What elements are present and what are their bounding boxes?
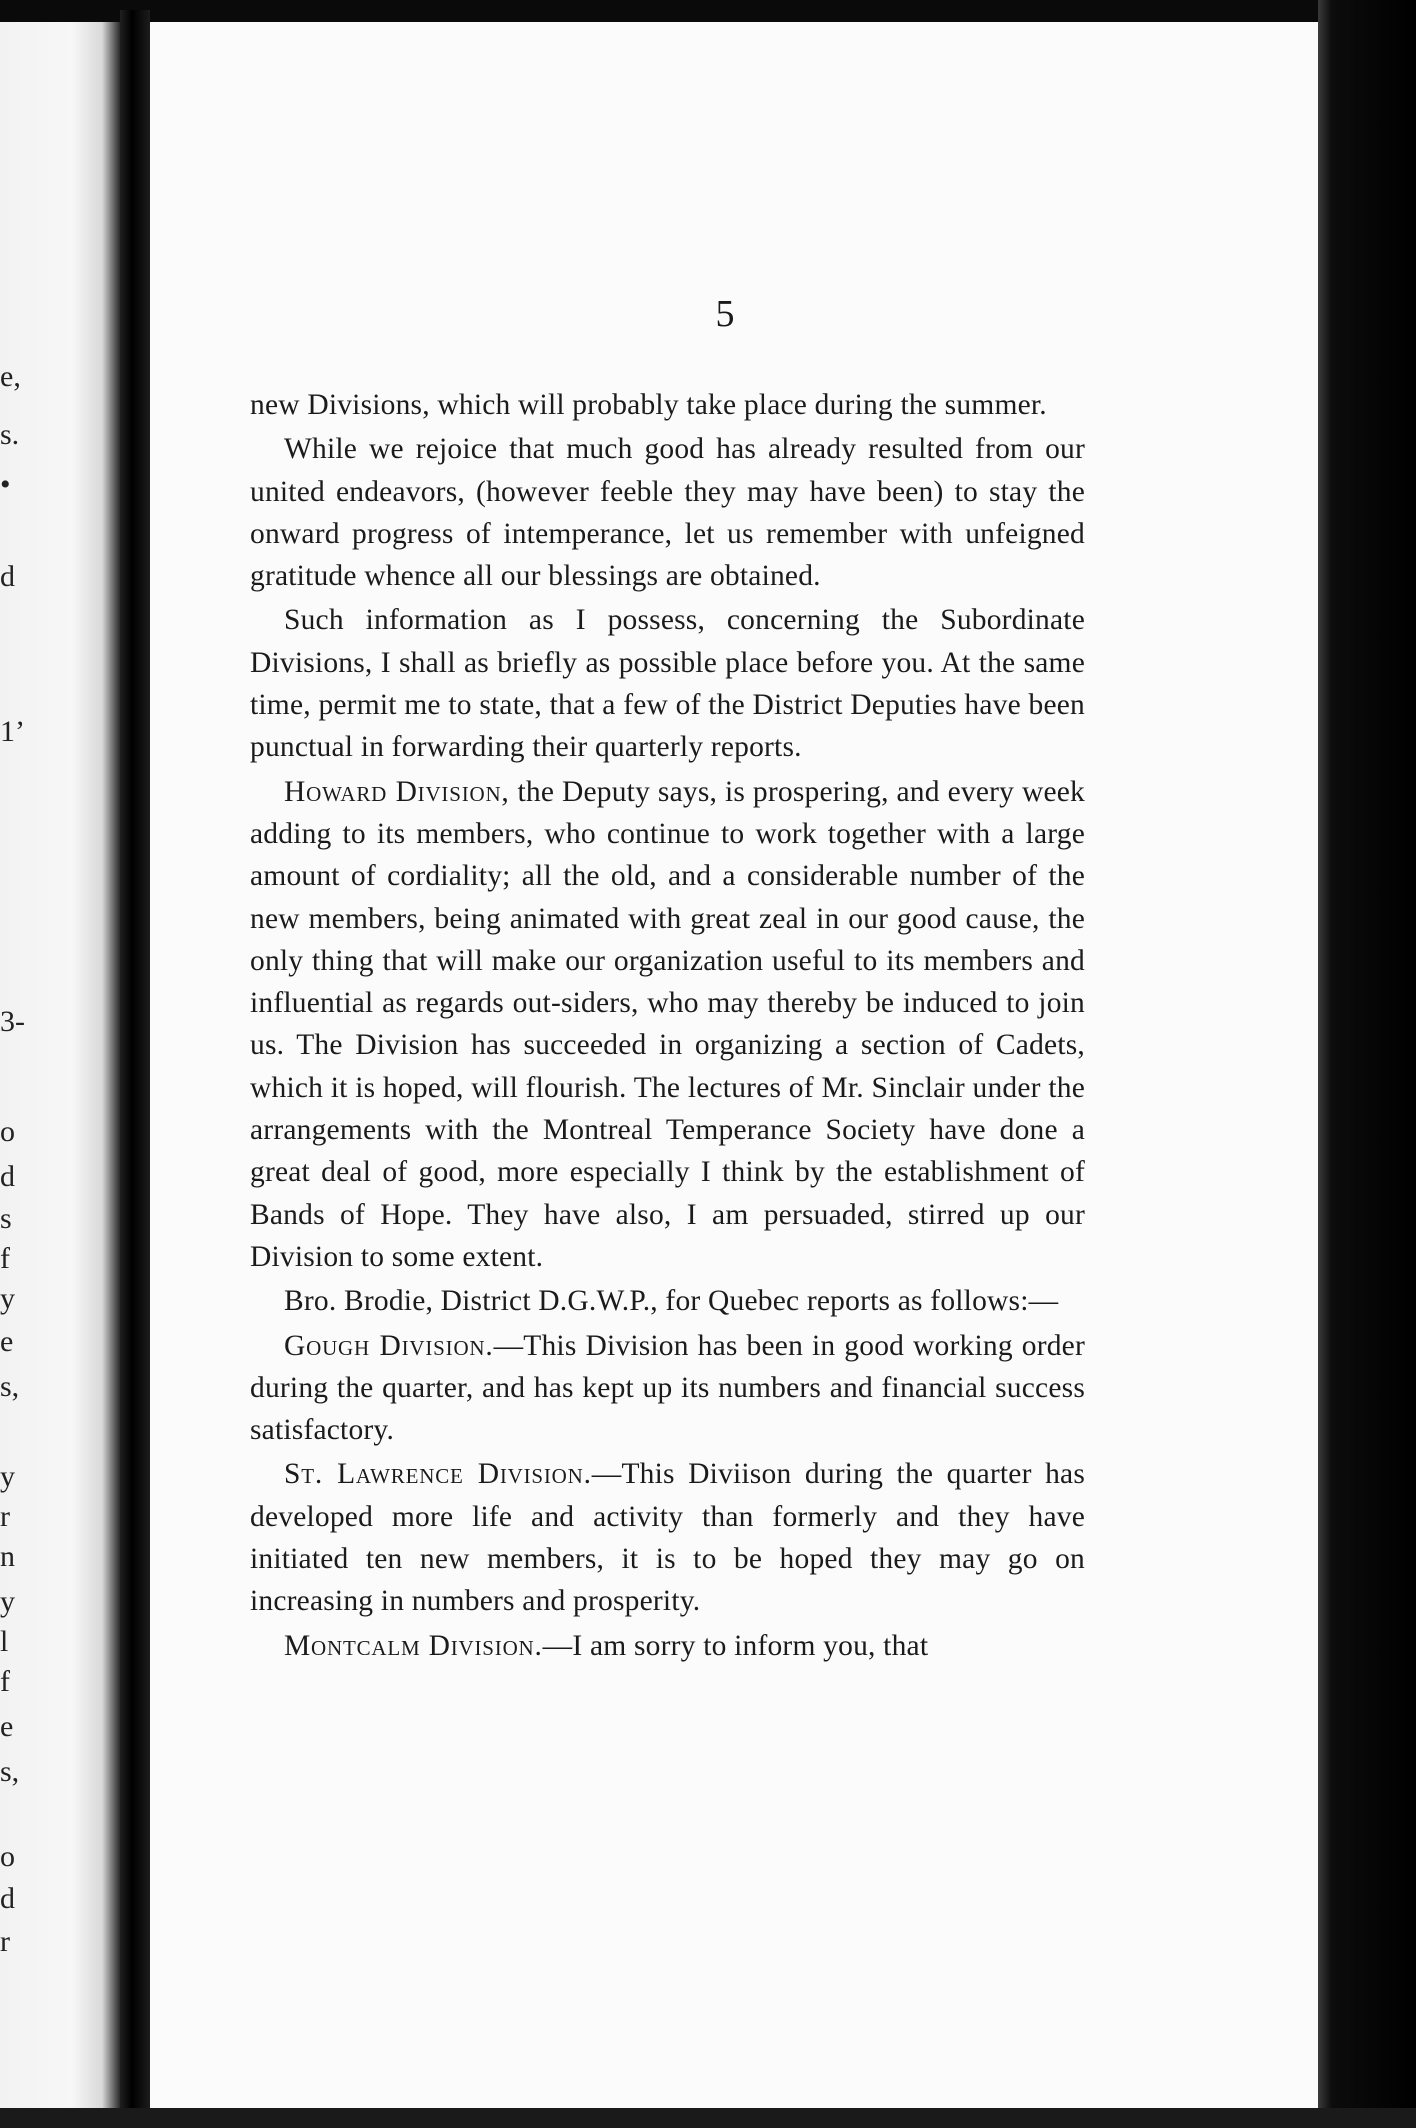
facing-page-fragment: e bbox=[0, 1325, 14, 1358]
facing-page-fragment: f bbox=[0, 1242, 10, 1275]
facing-page-fragment: 3- bbox=[0, 1005, 25, 1038]
facing-page-edge bbox=[0, 22, 120, 2108]
book-page bbox=[150, 22, 1318, 2108]
facing-page-fragment: d bbox=[0, 560, 15, 593]
division-heading: Gough Division. bbox=[284, 1329, 494, 1362]
paragraph bbox=[250, 428, 1085, 597]
paragraph bbox=[250, 1280, 1085, 1322]
paragraph-text: —This Diviison during the quarter has developed more life and activity than formerly and they have initiated ten new members, it is to be hoped they may go on increasing in numbers and prosperity. bbox=[250, 1458, 1085, 1618]
division-heading: Howard Division, bbox=[284, 775, 510, 808]
division-heading: Montcalm Division. bbox=[284, 1629, 543, 1662]
facing-page-fragment: s bbox=[0, 1202, 12, 1235]
paragraph-text: Bro. Brodie, District D.G.W.P., for Quebec reports as follows:— bbox=[284, 1285, 1059, 1318]
facing-page-fragment: y bbox=[0, 1460, 15, 1493]
paragraph-text: Such information as I possess, concerning the Subordinate Divisions, I shall as briefly as possible place before you. At the same time, permit me to state, that a few of the District Deputies have been punctual in forwarding their quarterly reports. bbox=[250, 604, 1085, 764]
paragraph-text: —I am sorry to inform you, that bbox=[542, 1629, 929, 1662]
paragraph-howard-division bbox=[250, 771, 1085, 1279]
facing-page-fragment: s, bbox=[0, 1755, 20, 1788]
facing-page-fragment: r bbox=[0, 1500, 10, 1533]
facing-page-fragment: f bbox=[0, 1665, 10, 1698]
facing-page-fragment: o bbox=[0, 1840, 15, 1873]
facing-page-fragment: d bbox=[0, 1882, 15, 1915]
facing-page-fragment: • bbox=[0, 468, 11, 501]
facing-page-fragment: e, bbox=[0, 360, 21, 393]
facing-page-fragment: r bbox=[0, 1925, 10, 1958]
paragraph-text: new Divisions, which will probably take place during the summer. bbox=[250, 389, 1047, 421]
facing-page-fragment: n bbox=[0, 1540, 15, 1573]
scan-frame-right bbox=[1318, 0, 1416, 2128]
paragraph-st-lawrence-division bbox=[250, 1453, 1085, 1622]
paragraph-text: While we rejoice that much good has already resulted from our united endeavors, (however feeble they may have been) to stay the onward progress of intemperance, let us remember with unfeigned gratitude whence all our blessings are obtained. bbox=[250, 433, 1085, 593]
page-number: 5 bbox=[715, 293, 735, 335]
facing-page-fragment: y bbox=[0, 1585, 15, 1618]
paragraph-gough-division bbox=[250, 1325, 1085, 1452]
facing-page-fragment: e bbox=[0, 1710, 14, 1743]
book-spine-shadow bbox=[120, 10, 150, 2110]
paragraph-text: the Deputy says, is prospering, and every week adding to its members, who continue to work together with a large amount of cordiality; all the old, and a considerable number of the new members, being animated with great zeal in our good cause, the only thing that will make our organization useful to its members and influential as regards out-siders, who may thereby be induced to join us. The Division has succeeded in organizing a section of Cadets, which it is hoped, will flourish. The lectures of Mr. Sinclair under the arrangements with the Montreal Temperance Society have done a great deal of good, more especially I think by the establishment of Bands of Hope. They have also, I am persuaded, stirred up our Division to some extent. bbox=[250, 775, 1085, 1273]
page-body bbox=[250, 384, 1085, 1667]
paragraph-continuation bbox=[250, 384, 1085, 426]
scan-frame-top bbox=[0, 0, 1416, 22]
facing-page-fragment: s. bbox=[0, 418, 20, 451]
facing-page-fragment: d bbox=[0, 1160, 15, 1193]
scan-frame-bottom bbox=[0, 2108, 1416, 2128]
facing-page-fragment: s, bbox=[0, 1370, 20, 1403]
division-heading: St. Lawrence Division. bbox=[284, 1458, 592, 1491]
facing-page-fragment: o bbox=[0, 1115, 15, 1148]
facing-page-fragment: y bbox=[0, 1282, 15, 1315]
facing-page-fragment: l bbox=[0, 1625, 9, 1658]
facing-page-fragment: 1’ bbox=[0, 715, 25, 748]
paragraph bbox=[250, 599, 1085, 768]
paragraph-montcalm-division bbox=[250, 1625, 1085, 1667]
paragraph-text: —This Division has been in good working order during the quarter, and has kept up its numbers and financial success satisfactory. bbox=[250, 1329, 1085, 1447]
